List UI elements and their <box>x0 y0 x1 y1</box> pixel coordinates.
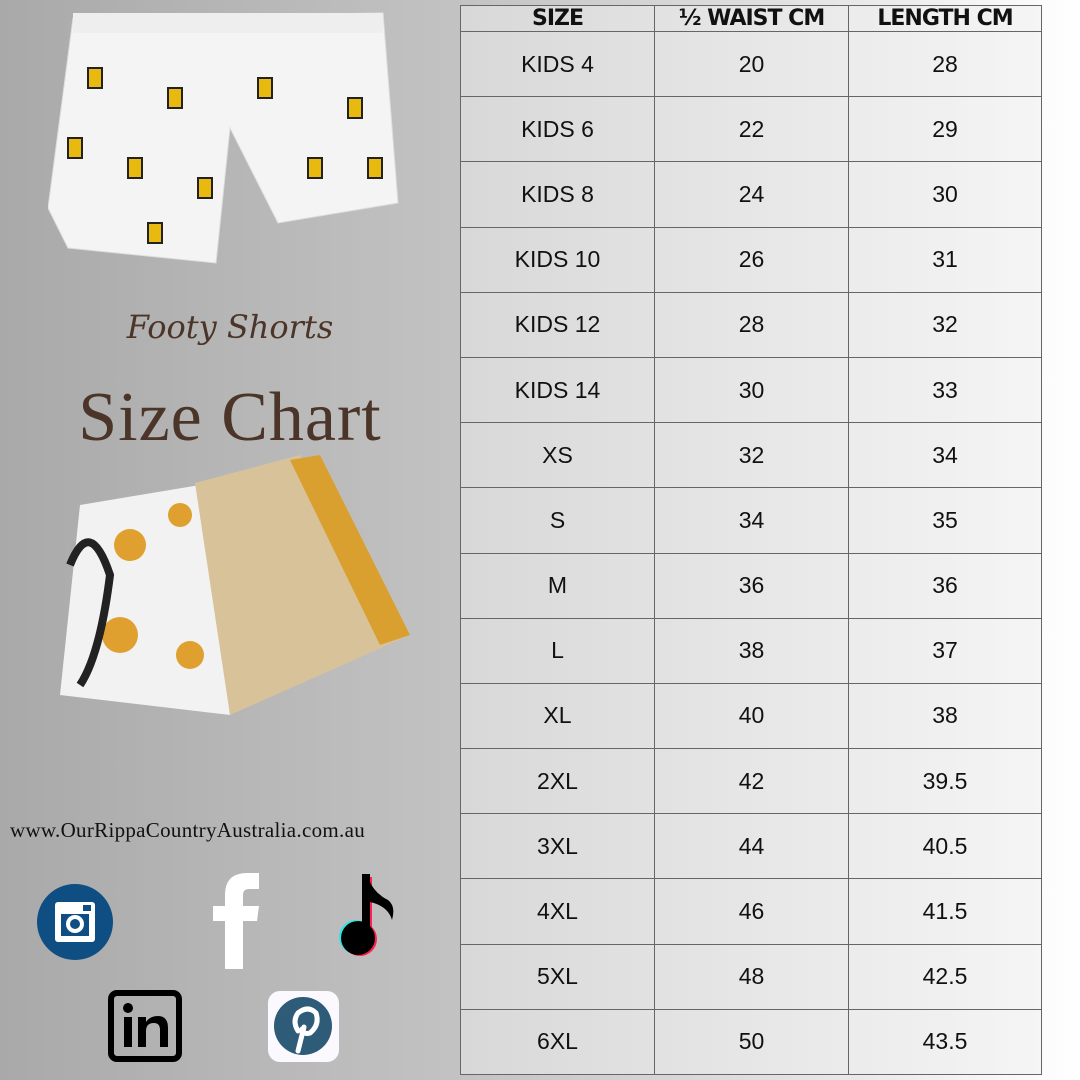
cell-half-waist: 36 <box>655 553 849 618</box>
cell-length: 34 <box>849 423 1042 488</box>
table-row <box>461 553 1042 618</box>
table-row <box>461 814 1042 879</box>
page-title: Size Chart <box>78 379 382 456</box>
cell-half-waist: 44 <box>655 814 849 879</box>
table-row <box>461 879 1042 944</box>
cell-length: 36 <box>849 553 1042 618</box>
cell-half-waist: 40 <box>655 683 849 748</box>
cell-half-waist: 28 <box>655 292 849 357</box>
cell-half-waist: 22 <box>655 97 849 162</box>
cell-size: KIDS 6 <box>461 97 655 162</box>
instagram-icon[interactable] <box>37 884 113 965</box>
table-row <box>461 944 1042 1009</box>
website-link[interactable]: www.OurRippaCountryAustralia.com.au <box>10 818 365 842</box>
cell-length: 37 <box>849 618 1042 683</box>
cell-half-waist: 50 <box>655 1009 849 1074</box>
cell-size: 5XL <box>461 944 655 1009</box>
cell-length: 33 <box>849 357 1042 422</box>
cell-half-waist: 48 <box>655 944 849 1009</box>
table-row <box>461 162 1042 227</box>
cell-length: 32 <box>849 292 1042 357</box>
header-size: SIZE <box>461 6 655 32</box>
cell-size: 4XL <box>461 879 655 944</box>
cell-length: 38 <box>849 683 1042 748</box>
cell-length: 41.5 <box>849 879 1042 944</box>
cell-length: 43.5 <box>849 1009 1042 1074</box>
cell-half-waist: 38 <box>655 618 849 683</box>
table-row <box>461 97 1042 162</box>
table-row <box>461 32 1042 97</box>
cell-size: KIDS 4 <box>461 32 655 97</box>
cell-half-waist: 46 <box>655 879 849 944</box>
cell-size: L <box>461 618 655 683</box>
floral-shorts-image <box>50 455 410 720</box>
cell-size: XS <box>461 423 655 488</box>
cell-size: KIDS 14 <box>461 357 655 422</box>
table-row <box>461 488 1042 553</box>
table-row <box>461 423 1042 488</box>
cell-length: 35 <box>849 488 1042 553</box>
pinterest-icon[interactable] <box>268 991 339 1067</box>
cell-half-waist: 24 <box>655 162 849 227</box>
table-header-row <box>461 6 1042 32</box>
cell-half-waist: 32 <box>655 423 849 488</box>
table-row <box>461 292 1042 357</box>
table-row <box>461 227 1042 292</box>
cell-size: KIDS 10 <box>461 227 655 292</box>
cell-size: 6XL <box>461 1009 655 1074</box>
cell-size: 3XL <box>461 814 655 879</box>
cell-size: S <box>461 488 655 553</box>
cell-length: 31 <box>849 227 1042 292</box>
cell-length: 29 <box>849 97 1042 162</box>
cell-length: 28 <box>849 32 1042 97</box>
table-row <box>461 1009 1042 1074</box>
tiktok-icon[interactable] <box>338 872 400 965</box>
cell-length: 39.5 <box>849 749 1042 814</box>
cell-half-waist: 26 <box>655 227 849 292</box>
size-chart-table <box>460 5 1042 1075</box>
cell-half-waist: 42 <box>655 749 849 814</box>
cell-length: 40.5 <box>849 814 1042 879</box>
cell-half-waist: 30 <box>655 357 849 422</box>
linkedin-icon[interactable] <box>108 990 182 1067</box>
header-half-waist: ½ WAIST CM <box>655 6 849 32</box>
table-row <box>461 749 1042 814</box>
cell-size: 2XL <box>461 749 655 814</box>
cell-length: 42.5 <box>849 944 1042 1009</box>
cell-length: 30 <box>849 162 1042 227</box>
table-row <box>461 683 1042 748</box>
vegemite-shorts-image <box>48 8 408 270</box>
subtitle: Footy Shorts <box>126 308 334 346</box>
cell-half-waist: 34 <box>655 488 849 553</box>
cell-size: M <box>461 553 655 618</box>
table-row <box>461 357 1042 422</box>
facebook-icon[interactable] <box>213 873 261 974</box>
cell-size: XL <box>461 683 655 748</box>
left-panel <box>0 0 460 1080</box>
header-length: LENGTH CM <box>849 6 1042 32</box>
cell-half-waist: 20 <box>655 32 849 97</box>
cell-size: KIDS 12 <box>461 292 655 357</box>
cell-size: KIDS 8 <box>461 162 655 227</box>
table-row <box>461 618 1042 683</box>
